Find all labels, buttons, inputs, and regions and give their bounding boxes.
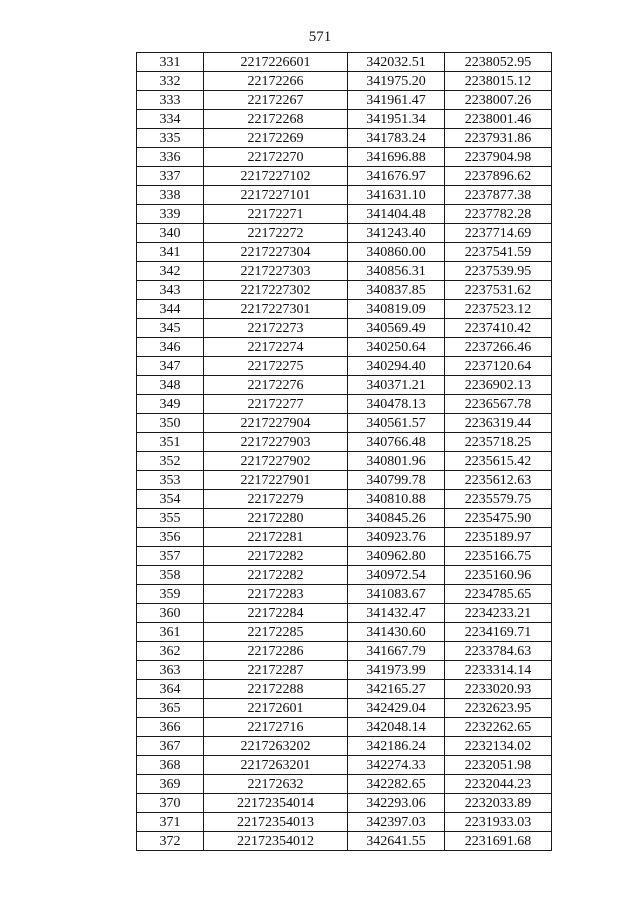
point-number-cell: 353 bbox=[137, 471, 204, 490]
x-coordinate-cell: 341783.24 bbox=[348, 129, 445, 148]
x-coordinate-cell: 341951.34 bbox=[348, 110, 445, 129]
point-number-cell: 361 bbox=[137, 623, 204, 642]
point-id-cell: 2217227301 bbox=[204, 300, 348, 319]
y-coordinate-cell: 2237539.95 bbox=[445, 262, 552, 281]
point-id-cell: 2217227903 bbox=[204, 433, 348, 452]
x-coordinate-cell: 340810.88 bbox=[348, 490, 445, 509]
point-id-cell: 22172632 bbox=[204, 775, 348, 794]
point-number-cell: 368 bbox=[137, 756, 204, 775]
table-row bbox=[137, 300, 552, 319]
point-id-cell: 22172267 bbox=[204, 91, 348, 110]
y-coordinate-cell: 2237896.62 bbox=[445, 167, 552, 186]
point-id-cell: 22172283 bbox=[204, 585, 348, 604]
table-row bbox=[137, 433, 552, 452]
point-number-cell: 351 bbox=[137, 433, 204, 452]
y-coordinate-cell: 2234785.65 bbox=[445, 585, 552, 604]
y-coordinate-cell: 2235612.63 bbox=[445, 471, 552, 490]
y-coordinate-cell: 2235166.75 bbox=[445, 547, 552, 566]
point-number-cell: 358 bbox=[137, 566, 204, 585]
table-row bbox=[137, 832, 552, 851]
x-coordinate-cell: 340569.49 bbox=[348, 319, 445, 338]
point-number-cell: 343 bbox=[137, 281, 204, 300]
y-coordinate-cell: 2233784.63 bbox=[445, 642, 552, 661]
point-id-cell: 22172286 bbox=[204, 642, 348, 661]
table-row bbox=[137, 205, 552, 224]
point-id-cell: 22172269 bbox=[204, 129, 348, 148]
x-coordinate-cell: 340799.78 bbox=[348, 471, 445, 490]
table-row bbox=[137, 224, 552, 243]
x-coordinate-cell: 340478.13 bbox=[348, 395, 445, 414]
y-coordinate-cell: 2236319.44 bbox=[445, 414, 552, 433]
x-coordinate-cell: 340801.96 bbox=[348, 452, 445, 471]
y-coordinate-cell: 2238007.26 bbox=[445, 91, 552, 110]
point-id-cell: 22172275 bbox=[204, 357, 348, 376]
x-coordinate-cell: 341676.97 bbox=[348, 167, 445, 186]
table-row bbox=[137, 528, 552, 547]
point-id-cell: 22172280 bbox=[204, 509, 348, 528]
point-id-cell: 2217263201 bbox=[204, 756, 348, 775]
y-coordinate-cell: 2233314.14 bbox=[445, 661, 552, 680]
point-id-cell: 22172716 bbox=[204, 718, 348, 737]
y-coordinate-cell: 2232033.89 bbox=[445, 794, 552, 813]
point-id-cell: 2217227303 bbox=[204, 262, 348, 281]
point-id-cell: 2217227102 bbox=[204, 167, 348, 186]
point-number-cell: 366 bbox=[137, 718, 204, 737]
point-id-cell: 22172601 bbox=[204, 699, 348, 718]
point-number-cell: 370 bbox=[137, 794, 204, 813]
table-row bbox=[137, 813, 552, 832]
x-coordinate-cell: 340923.76 bbox=[348, 528, 445, 547]
point-number-cell: 354 bbox=[137, 490, 204, 509]
point-id-cell: 22172273 bbox=[204, 319, 348, 338]
table-row bbox=[137, 452, 552, 471]
table-row bbox=[137, 53, 552, 72]
point-number-cell: 347 bbox=[137, 357, 204, 376]
point-number-cell: 362 bbox=[137, 642, 204, 661]
table-row bbox=[137, 395, 552, 414]
point-id-cell: 22172281 bbox=[204, 528, 348, 547]
point-number-cell: 348 bbox=[137, 376, 204, 395]
point-id-cell: 22172282 bbox=[204, 547, 348, 566]
point-id-cell: 22172282 bbox=[204, 566, 348, 585]
y-coordinate-cell: 2235160.96 bbox=[445, 566, 552, 585]
x-coordinate-cell: 340972.54 bbox=[348, 566, 445, 585]
table-row bbox=[137, 699, 552, 718]
table-row bbox=[137, 718, 552, 737]
table-row bbox=[137, 376, 552, 395]
table-row bbox=[137, 642, 552, 661]
point-number-cell: 350 bbox=[137, 414, 204, 433]
point-number-cell: 364 bbox=[137, 680, 204, 699]
point-id-cell: 2217227901 bbox=[204, 471, 348, 490]
y-coordinate-cell: 2233020.93 bbox=[445, 680, 552, 699]
y-coordinate-cell: 2238001.46 bbox=[445, 110, 552, 129]
x-coordinate-cell: 340856.31 bbox=[348, 262, 445, 281]
y-coordinate-cell: 2234233.21 bbox=[445, 604, 552, 623]
table-row bbox=[137, 72, 552, 91]
table-row bbox=[137, 509, 552, 528]
table-row bbox=[137, 680, 552, 699]
point-number-cell: 357 bbox=[137, 547, 204, 566]
point-number-cell: 355 bbox=[137, 509, 204, 528]
y-coordinate-cell: 2238052.95 bbox=[445, 53, 552, 72]
table-row bbox=[137, 414, 552, 433]
y-coordinate-cell: 2237714.69 bbox=[445, 224, 552, 243]
point-id-cell: 2217226601 bbox=[204, 53, 348, 72]
point-number-cell: 339 bbox=[137, 205, 204, 224]
point-id-cell: 22172285 bbox=[204, 623, 348, 642]
y-coordinate-cell: 2237931.86 bbox=[445, 129, 552, 148]
y-coordinate-cell: 2236567.78 bbox=[445, 395, 552, 414]
table-row bbox=[137, 167, 552, 186]
y-coordinate-cell: 2237904.98 bbox=[445, 148, 552, 167]
point-number-cell: 360 bbox=[137, 604, 204, 623]
point-number-cell: 367 bbox=[137, 737, 204, 756]
point-id-cell: 22172288 bbox=[204, 680, 348, 699]
y-coordinate-cell: 2237531.62 bbox=[445, 281, 552, 300]
point-number-cell: 335 bbox=[137, 129, 204, 148]
y-coordinate-cell: 2235189.97 bbox=[445, 528, 552, 547]
table-row bbox=[137, 338, 552, 357]
point-number-cell: 332 bbox=[137, 72, 204, 91]
x-coordinate-cell: 342397.03 bbox=[348, 813, 445, 832]
y-coordinate-cell: 2237120.64 bbox=[445, 357, 552, 376]
x-coordinate-cell: 340845.26 bbox=[348, 509, 445, 528]
point-number-cell: 369 bbox=[137, 775, 204, 794]
point-number-cell: 363 bbox=[137, 661, 204, 680]
point-id-cell: 22172279 bbox=[204, 490, 348, 509]
y-coordinate-cell: 2231691.68 bbox=[445, 832, 552, 851]
page-number: 571 bbox=[308, 29, 332, 45]
y-coordinate-cell: 2232051.98 bbox=[445, 756, 552, 775]
point-number-cell: 359 bbox=[137, 585, 204, 604]
x-coordinate-cell: 342282.65 bbox=[348, 775, 445, 794]
point-number-cell: 346 bbox=[137, 338, 204, 357]
x-coordinate-cell: 340819.09 bbox=[348, 300, 445, 319]
table-row bbox=[137, 547, 552, 566]
point-number-cell: 352 bbox=[137, 452, 204, 471]
y-coordinate-cell: 2236902.13 bbox=[445, 376, 552, 395]
table-row bbox=[137, 319, 552, 338]
x-coordinate-cell: 341631.10 bbox=[348, 186, 445, 205]
point-number-cell: 365 bbox=[137, 699, 204, 718]
y-coordinate-cell: 2234169.71 bbox=[445, 623, 552, 642]
x-coordinate-cell: 342641.55 bbox=[348, 832, 445, 851]
table-row bbox=[137, 775, 552, 794]
y-coordinate-cell: 2235475.90 bbox=[445, 509, 552, 528]
table-row bbox=[137, 623, 552, 642]
y-coordinate-cell: 2237541.59 bbox=[445, 243, 552, 262]
y-coordinate-cell: 2237782.28 bbox=[445, 205, 552, 224]
point-id-cell: 22172276 bbox=[204, 376, 348, 395]
x-coordinate-cell: 340962.80 bbox=[348, 547, 445, 566]
point-id-cell: 2217227304 bbox=[204, 243, 348, 262]
x-coordinate-cell: 340860.00 bbox=[348, 243, 445, 262]
x-coordinate-cell: 342186.24 bbox=[348, 737, 445, 756]
table-row bbox=[137, 585, 552, 604]
table-row bbox=[137, 262, 552, 281]
point-number-cell: 349 bbox=[137, 395, 204, 414]
point-id-cell: 22172287 bbox=[204, 661, 348, 680]
x-coordinate-cell: 341696.88 bbox=[348, 148, 445, 167]
point-number-cell: 341 bbox=[137, 243, 204, 262]
point-id-cell: 22172266 bbox=[204, 72, 348, 91]
point-id-cell: 22172272 bbox=[204, 224, 348, 243]
x-coordinate-cell: 341432.47 bbox=[348, 604, 445, 623]
y-coordinate-cell: 2235718.25 bbox=[445, 433, 552, 452]
point-id-cell: 2217227902 bbox=[204, 452, 348, 471]
x-coordinate-cell: 341961.47 bbox=[348, 91, 445, 110]
x-coordinate-cell: 340250.64 bbox=[348, 338, 445, 357]
point-number-cell: 331 bbox=[137, 53, 204, 72]
point-id-cell: 22172354013 bbox=[204, 813, 348, 832]
y-coordinate-cell: 2235579.75 bbox=[445, 490, 552, 509]
table-row bbox=[137, 186, 552, 205]
table-row bbox=[137, 110, 552, 129]
x-coordinate-cell: 341975.20 bbox=[348, 72, 445, 91]
x-coordinate-cell: 341973.99 bbox=[348, 661, 445, 680]
y-coordinate-cell: 2237523.12 bbox=[445, 300, 552, 319]
y-coordinate-cell: 2237877.38 bbox=[445, 186, 552, 205]
x-coordinate-cell: 340371.21 bbox=[348, 376, 445, 395]
point-id-cell: 2217263202 bbox=[204, 737, 348, 756]
x-coordinate-cell: 342048.14 bbox=[348, 718, 445, 737]
point-id-cell: 22172354012 bbox=[204, 832, 348, 851]
table-row bbox=[137, 357, 552, 376]
point-id-cell: 22172277 bbox=[204, 395, 348, 414]
point-id-cell: 22172271 bbox=[204, 205, 348, 224]
point-id-cell: 22172274 bbox=[204, 338, 348, 357]
coordinate-table-body bbox=[137, 53, 552, 851]
x-coordinate-cell: 340766.48 bbox=[348, 433, 445, 452]
table-row bbox=[137, 661, 552, 680]
point-number-cell: 337 bbox=[137, 167, 204, 186]
table-row bbox=[137, 471, 552, 490]
point-id-cell: 22172284 bbox=[204, 604, 348, 623]
point-number-cell: 333 bbox=[137, 91, 204, 110]
x-coordinate-cell: 341243.40 bbox=[348, 224, 445, 243]
point-id-cell: 22172270 bbox=[204, 148, 348, 167]
y-coordinate-cell: 2237266.46 bbox=[445, 338, 552, 357]
point-number-cell: 334 bbox=[137, 110, 204, 129]
table-row bbox=[137, 566, 552, 585]
point-id-cell: 22172268 bbox=[204, 110, 348, 129]
y-coordinate-cell: 2238015.12 bbox=[445, 72, 552, 91]
x-coordinate-cell: 341430.60 bbox=[348, 623, 445, 642]
y-coordinate-cell: 2232262.65 bbox=[445, 718, 552, 737]
point-number-cell: 336 bbox=[137, 148, 204, 167]
x-coordinate-cell: 340294.40 bbox=[348, 357, 445, 376]
x-coordinate-cell: 341404.48 bbox=[348, 205, 445, 224]
point-number-cell: 372 bbox=[137, 832, 204, 851]
point-number-cell: 344 bbox=[137, 300, 204, 319]
y-coordinate-cell: 2237410.42 bbox=[445, 319, 552, 338]
y-coordinate-cell: 2231933.03 bbox=[445, 813, 552, 832]
point-number-cell: 342 bbox=[137, 262, 204, 281]
x-coordinate-cell: 341667.79 bbox=[348, 642, 445, 661]
table-row bbox=[137, 281, 552, 300]
point-number-cell: 345 bbox=[137, 319, 204, 338]
point-id-cell: 22172354014 bbox=[204, 794, 348, 813]
table-row bbox=[137, 129, 552, 148]
point-number-cell: 371 bbox=[137, 813, 204, 832]
x-coordinate-cell: 342429.04 bbox=[348, 699, 445, 718]
table-row bbox=[137, 604, 552, 623]
x-coordinate-cell: 341083.67 bbox=[348, 585, 445, 604]
x-coordinate-cell: 340561.57 bbox=[348, 414, 445, 433]
table-row bbox=[137, 756, 552, 775]
table-row bbox=[137, 243, 552, 262]
y-coordinate-cell: 2232044.23 bbox=[445, 775, 552, 794]
point-number-cell: 340 bbox=[137, 224, 204, 243]
point-id-cell: 2217227904 bbox=[204, 414, 348, 433]
table-row bbox=[137, 794, 552, 813]
x-coordinate-cell: 342032.51 bbox=[348, 53, 445, 72]
point-id-cell: 2217227101 bbox=[204, 186, 348, 205]
y-coordinate-cell: 2232134.02 bbox=[445, 737, 552, 756]
x-coordinate-cell: 342165.27 bbox=[348, 680, 445, 699]
table-row bbox=[137, 490, 552, 509]
x-coordinate-cell: 340837.85 bbox=[348, 281, 445, 300]
table-row bbox=[137, 148, 552, 167]
coordinate-table bbox=[136, 52, 552, 851]
x-coordinate-cell: 342274.33 bbox=[348, 756, 445, 775]
x-coordinate-cell: 342293.06 bbox=[348, 794, 445, 813]
point-number-cell: 356 bbox=[137, 528, 204, 547]
table-row bbox=[137, 737, 552, 756]
point-number-cell: 338 bbox=[137, 186, 204, 205]
y-coordinate-cell: 2232623.95 bbox=[445, 699, 552, 718]
y-coordinate-cell: 2235615.42 bbox=[445, 452, 552, 471]
point-id-cell: 2217227302 bbox=[204, 281, 348, 300]
table-row bbox=[137, 91, 552, 110]
